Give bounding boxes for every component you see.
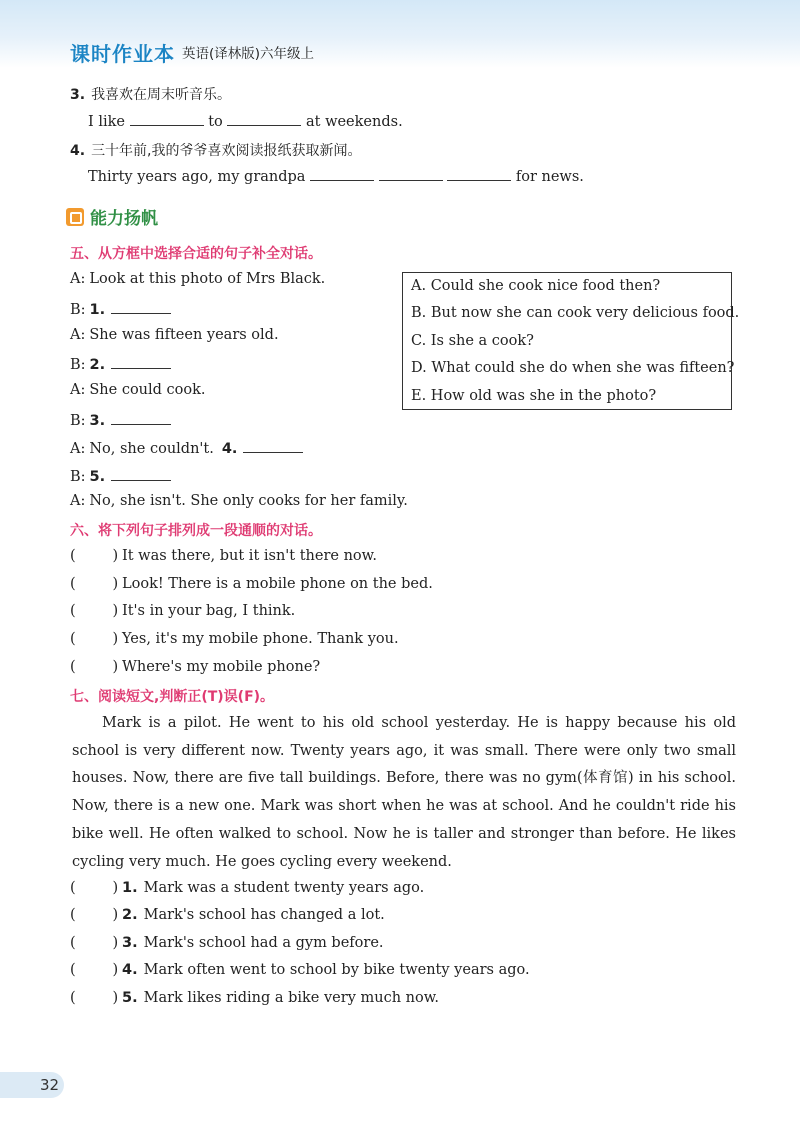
dialog-line bbox=[70, 327, 287, 343]
answer-text: Thirty years ago, my grandpa bbox=[88, 169, 306, 185]
judge-item: ( ) 5. Mark likes riding a bike very much now. bbox=[70, 990, 440, 1006]
blank-number: 5. bbox=[89, 468, 106, 485]
dialog-line bbox=[70, 438, 303, 457]
page-number: 32 bbox=[40, 1076, 60, 1094]
ordering-item: ( ) It's in your bag, I think. bbox=[70, 603, 296, 619]
ordering-item: ( ) Look! There is a mobile phone on the bed. bbox=[70, 576, 433, 592]
answer-text: at weekends. bbox=[305, 114, 403, 130]
dialog-line bbox=[70, 410, 171, 429]
question-number: 3. bbox=[70, 87, 86, 103]
answer-parentheses[interactable]: ( ) bbox=[70, 576, 119, 592]
blank-number: 2. bbox=[89, 357, 106, 374]
judge-item: ( ) 1. Mark was a student twenty years ago. bbox=[70, 880, 425, 896]
speaker-label: A: bbox=[70, 271, 86, 287]
question-3-chinese: 我喜欢在周末听音乐。 bbox=[91, 87, 232, 103]
passage-text: Mark is a pilot. He went to his old school yesterday. He is happy because his old school is very different now. Twenty years ago, it was small. There were only two small houses. Now, there are five tall buildings. Before, there was no gym(体育馆) in his school. Now, there is a new one. Mark was short when he was at school. And he couldn't ride his bike well. He often walked to school. Now he is taller and stronger than before. He likes cycling very much. He goes cycling every weekend. bbox=[72, 715, 736, 870]
answer-parentheses[interactable]: ( ) bbox=[70, 935, 119, 951]
answer-parentheses[interactable]: ( ) bbox=[70, 659, 119, 675]
answer-blank[interactable] bbox=[243, 438, 303, 453]
choice-item: A. Could she cook nice food then? bbox=[411, 278, 661, 294]
speaker-label: B: bbox=[70, 468, 86, 485]
choice-box bbox=[402, 272, 740, 410]
question-3-prompt bbox=[70, 84, 231, 104]
choice-item: E. How old was she in the photo? bbox=[411, 388, 657, 404]
reading-passage bbox=[72, 710, 736, 876]
question-4-chinese: 三十年前,我的爷爷喜欢阅读报纸获取新闻。 bbox=[91, 143, 362, 159]
dialog-text: No, she couldn't. bbox=[89, 440, 214, 457]
ordering-item: ( ) It was there, but it isn't there now. bbox=[70, 548, 377, 564]
answer-blank[interactable] bbox=[111, 354, 171, 369]
dialog-line bbox=[70, 271, 333, 287]
speaker-label: A: bbox=[70, 493, 86, 510]
judge-item: ( ) 4. Mark often went to school by bike twenty years ago. bbox=[70, 962, 530, 978]
dialog-line bbox=[70, 299, 171, 318]
answer-blank[interactable] bbox=[310, 166, 374, 181]
section-banner bbox=[66, 204, 158, 229]
dialog-text: No, she isn't. She only cooks for her family. bbox=[89, 493, 408, 510]
answer-blank[interactable] bbox=[447, 166, 511, 181]
speaker-label: A: bbox=[70, 440, 86, 457]
dialog-text: Look at this photo of Mrs Black. bbox=[89, 271, 326, 287]
question-4-prompt bbox=[70, 140, 362, 160]
blank-number: 4. bbox=[221, 440, 238, 457]
ordering-item: ( ) Yes, it's my mobile phone. Thank you. bbox=[70, 631, 399, 647]
section-7-title: 七、阅读短文,判断正(T)误(F)。 bbox=[70, 689, 275, 705]
answer-blank[interactable] bbox=[111, 299, 171, 314]
banner-title: 能力扬帆 bbox=[90, 209, 158, 229]
ordering-item: ( ) Where's my mobile phone? bbox=[70, 659, 321, 675]
answer-text: for news. bbox=[515, 169, 584, 185]
dialog-line bbox=[70, 466, 171, 485]
choice-item: D. What could she do when she was fifteen? bbox=[411, 360, 735, 376]
answer-blank[interactable] bbox=[227, 111, 301, 126]
dialog-line bbox=[70, 493, 416, 509]
question-4-answer-line bbox=[88, 166, 584, 185]
question-3-answer-line bbox=[88, 111, 403, 130]
speaker-label: A: bbox=[70, 382, 86, 399]
judge-item: ( ) 3. Mark's school had a gym before. bbox=[70, 935, 384, 951]
answer-parentheses[interactable]: ( ) bbox=[70, 631, 119, 647]
speaker-label: B: bbox=[70, 357, 86, 374]
question-number: 4. bbox=[70, 143, 86, 159]
blank-number: 1. bbox=[89, 301, 106, 318]
answer-parentheses[interactable]: ( ) bbox=[70, 990, 119, 1006]
answer-parentheses[interactable]: ( ) bbox=[70, 962, 119, 978]
dialog-text: She was fifteen years old. bbox=[89, 326, 279, 343]
choice-item: C. Is she a cook? bbox=[411, 333, 534, 349]
answer-blank[interactable] bbox=[111, 466, 171, 481]
speaker-label: B: bbox=[70, 413, 86, 429]
speaker-label: B: bbox=[70, 301, 86, 318]
answer-blank[interactable] bbox=[111, 410, 171, 425]
banner-icon bbox=[66, 208, 84, 226]
book-title: 课时作业本 bbox=[70, 42, 175, 66]
answer-parentheses[interactable]: ( ) bbox=[70, 907, 119, 923]
answer-parentheses[interactable]: ( ) bbox=[70, 880, 119, 896]
judge-item: ( ) 2. Mark's school has changed a lot. bbox=[70, 907, 385, 923]
answer-blank[interactable] bbox=[130, 111, 204, 126]
book-subtitle: 英语(译林版)六年级上 bbox=[182, 46, 315, 62]
speaker-label: A: bbox=[70, 326, 86, 343]
choice-item: B. But now she can cook very delicious food. bbox=[411, 305, 740, 321]
blank-number: 3. bbox=[89, 413, 106, 429]
answer-text: to bbox=[208, 114, 223, 130]
dialog-line bbox=[70, 382, 214, 398]
answer-parentheses[interactable]: ( ) bbox=[70, 603, 119, 619]
answer-text: I like bbox=[88, 114, 125, 130]
answer-parentheses[interactable]: ( ) bbox=[70, 548, 119, 564]
dialog-text: She could cook. bbox=[89, 382, 206, 399]
section-6-title: 六、将下列句子排列成一段通顺的对话。 bbox=[70, 523, 322, 539]
answer-blank[interactable] bbox=[379, 166, 443, 181]
dialog-line bbox=[70, 354, 171, 373]
section-5-title: 五、从方框中选择合适的句子补全对话。 bbox=[70, 246, 322, 262]
